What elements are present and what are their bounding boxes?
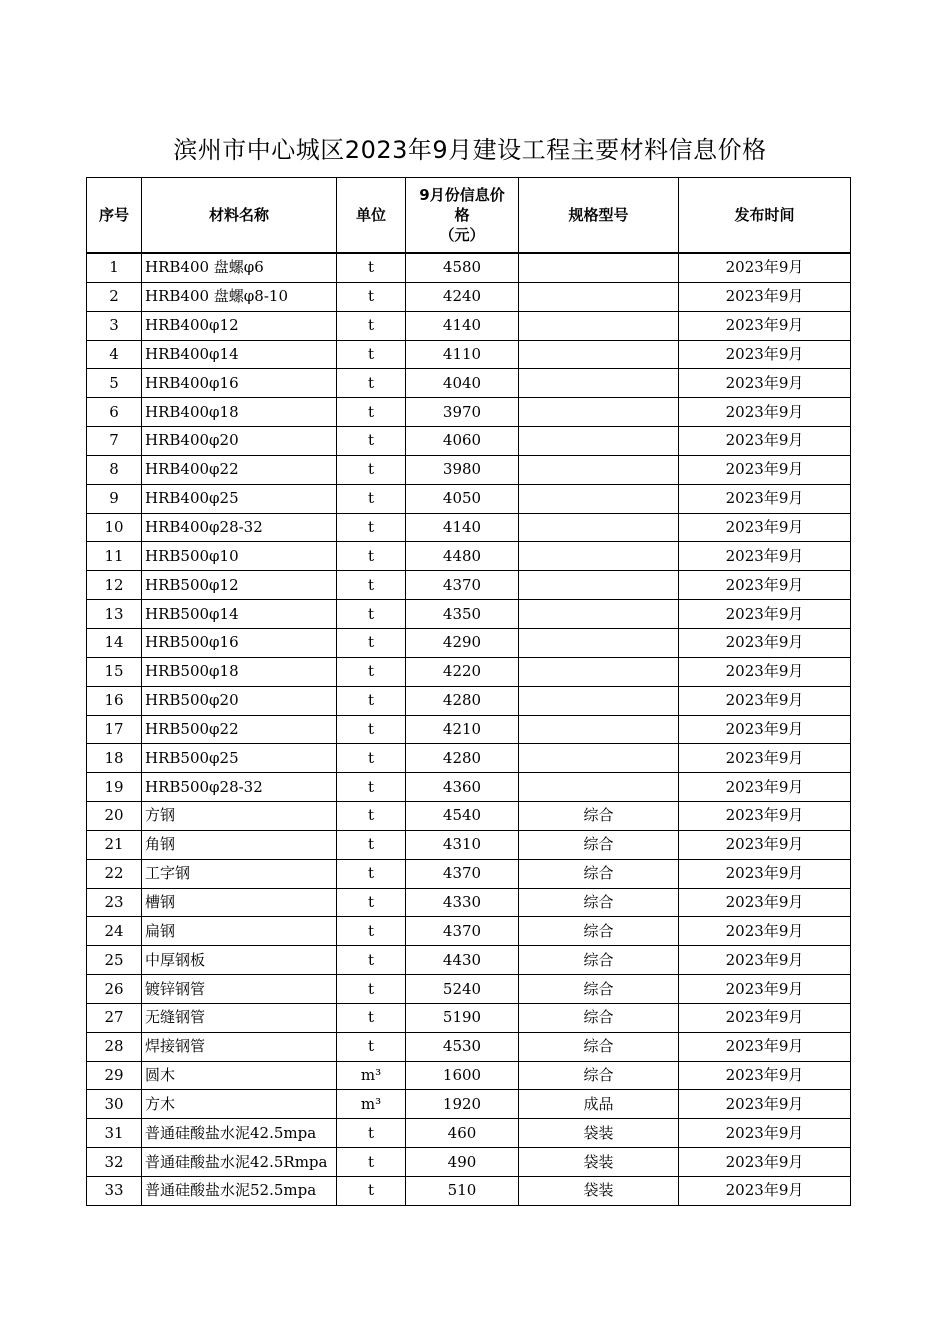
cell-unit: t [337, 859, 406, 888]
cell-spec [519, 600, 679, 629]
cell-unit: t [337, 542, 406, 571]
cell-price: 4220 [406, 657, 519, 686]
cell-unit: t [337, 253, 406, 282]
cell-date: 2023年9月 [679, 542, 851, 571]
table-row [87, 398, 851, 427]
table-row [87, 975, 851, 1004]
cell-date: 2023年9月 [679, 628, 851, 657]
cell-spec [519, 542, 679, 571]
cell-material-name: 普通硅酸盐水泥52.5mpa [142, 1177, 337, 1206]
cell-date: 2023年9月 [679, 1061, 851, 1090]
cell-unit: t [337, 1148, 406, 1177]
price-table [86, 177, 851, 1206]
cell-spec: 综合 [519, 917, 679, 946]
cell-unit: t [337, 427, 406, 456]
cell-date: 2023年9月 [679, 282, 851, 311]
cell-date: 2023年9月 [679, 773, 851, 802]
cell-spec [519, 398, 679, 427]
cell-unit: t [337, 830, 406, 859]
table-body [87, 253, 851, 1205]
cell-no: 7 [87, 427, 142, 456]
cell-date: 2023年9月 [679, 1032, 851, 1061]
cell-spec: 综合 [519, 946, 679, 975]
cell-spec: 综合 [519, 975, 679, 1004]
cell-material-name: HRB500φ18 [142, 657, 337, 686]
cell-no: 31 [87, 1119, 142, 1148]
cell-no: 24 [87, 917, 142, 946]
cell-spec [519, 571, 679, 600]
cell-spec [519, 744, 679, 773]
table-row [87, 802, 851, 831]
cell-spec: 袋装 [519, 1177, 679, 1206]
cell-price: 1920 [406, 1090, 519, 1119]
cell-no: 27 [87, 1003, 142, 1032]
cell-material-name: HRB400φ14 [142, 340, 337, 369]
table-row [87, 600, 851, 629]
cell-spec [519, 369, 679, 398]
table-row [87, 1119, 851, 1148]
cell-material-name: HRB400φ25 [142, 484, 337, 513]
cell-spec [519, 628, 679, 657]
cell-price: 5240 [406, 975, 519, 1004]
cell-no: 33 [87, 1177, 142, 1206]
cell-material-name: HRB500φ14 [142, 600, 337, 629]
cell-no: 5 [87, 369, 142, 398]
table-row [87, 571, 851, 600]
cell-unit: t [337, 628, 406, 657]
cell-material-name: HRB400φ28-32 [142, 513, 337, 542]
cell-spec [519, 340, 679, 369]
table-row [87, 1032, 851, 1061]
cell-unit: t [337, 686, 406, 715]
cell-no: 14 [87, 628, 142, 657]
cell-unit: t [337, 369, 406, 398]
cell-material-name: HRB400φ18 [142, 398, 337, 427]
table-row [87, 657, 851, 686]
cell-no: 30 [87, 1090, 142, 1119]
table-row [87, 686, 851, 715]
table-row [87, 859, 851, 888]
cell-material-name: 工字钢 [142, 859, 337, 888]
cell-price: 4370 [406, 571, 519, 600]
cell-price: 4060 [406, 427, 519, 456]
cell-spec: 综合 [519, 888, 679, 917]
cell-no: 23 [87, 888, 142, 917]
cell-no: 9 [87, 484, 142, 513]
table-row [87, 253, 851, 282]
cell-price: 4540 [406, 802, 519, 831]
cell-unit: t [337, 600, 406, 629]
cell-spec [519, 253, 679, 282]
cell-no: 29 [87, 1061, 142, 1090]
cell-material-name: 焊接钢管 [142, 1032, 337, 1061]
table-row [87, 1148, 851, 1177]
cell-no: 1 [87, 253, 142, 282]
cell-spec [519, 773, 679, 802]
table-row [87, 282, 851, 311]
cell-no: 8 [87, 455, 142, 484]
cell-price: 4480 [406, 542, 519, 571]
page-title: 滨州市中心城区2023年9月建设工程主要材料信息价格 [173, 136, 767, 164]
cell-material-name: 方木 [142, 1090, 337, 1119]
table-row [87, 340, 851, 369]
cell-material-name: HRB400φ20 [142, 427, 337, 456]
cell-spec: 成品 [519, 1090, 679, 1119]
cell-price: 4140 [406, 311, 519, 340]
cell-unit: t [337, 455, 406, 484]
cell-no: 10 [87, 513, 142, 542]
cell-material-name: HRB400 盘螺φ8-10 [142, 282, 337, 311]
table-row [87, 311, 851, 340]
header-price-line1: 9月份信息价 [419, 186, 505, 204]
cell-price: 4040 [406, 369, 519, 398]
cell-price: 4430 [406, 946, 519, 975]
cell-date: 2023年9月 [679, 975, 851, 1004]
cell-price: 3980 [406, 455, 519, 484]
cell-no: 16 [87, 686, 142, 715]
cell-no: 13 [87, 600, 142, 629]
cell-material-name: HRB400φ16 [142, 369, 337, 398]
cell-unit: t [337, 946, 406, 975]
cell-material-name: HRB400 盘螺φ6 [142, 253, 337, 282]
cell-spec [519, 311, 679, 340]
cell-price: 4290 [406, 628, 519, 657]
cell-date: 2023年9月 [679, 1119, 851, 1148]
cell-unit: m³ [337, 1090, 406, 1119]
cell-date: 2023年9月 [679, 686, 851, 715]
table-row [87, 1177, 851, 1206]
cell-spec [519, 455, 679, 484]
cell-spec [519, 686, 679, 715]
cell-spec: 袋装 [519, 1119, 679, 1148]
cell-date: 2023年9月 [679, 1003, 851, 1032]
cell-spec: 综合 [519, 1003, 679, 1032]
cell-no: 4 [87, 340, 142, 369]
cell-date: 2023年9月 [679, 427, 851, 456]
cell-date: 2023年9月 [679, 398, 851, 427]
cell-date: 2023年9月 [679, 917, 851, 946]
cell-date: 2023年9月 [679, 600, 851, 629]
table-row [87, 715, 851, 744]
table-row [87, 369, 851, 398]
cell-price: 4360 [406, 773, 519, 802]
cell-unit: t [337, 311, 406, 340]
cell-price: 4330 [406, 888, 519, 917]
cell-unit: t [337, 1119, 406, 1148]
table-row [87, 542, 851, 571]
cell-material-name: HRB500φ16 [142, 628, 337, 657]
cell-material-name: 角钢 [142, 830, 337, 859]
cell-spec [519, 427, 679, 456]
header-price-line2: 格 [454, 206, 470, 224]
cell-price: 4370 [406, 917, 519, 946]
cell-unit: t [337, 398, 406, 427]
cell-no: 25 [87, 946, 142, 975]
cell-no: 18 [87, 744, 142, 773]
header-price [406, 178, 519, 254]
cell-material-name: 普通硅酸盐水泥42.5mpa [142, 1119, 337, 1148]
cell-unit: t [337, 773, 406, 802]
cell-price: 4280 [406, 686, 519, 715]
header-name: 材料名称 [142, 178, 337, 254]
table-row [87, 513, 851, 542]
cell-no: 21 [87, 830, 142, 859]
cell-unit: t [337, 802, 406, 831]
cell-material-name: 扁钢 [142, 917, 337, 946]
cell-material-name: HRB500φ10 [142, 542, 337, 571]
cell-no: 17 [87, 715, 142, 744]
cell-price: 4140 [406, 513, 519, 542]
cell-no: 3 [87, 311, 142, 340]
cell-unit: t [337, 917, 406, 946]
cell-price: 4350 [406, 600, 519, 629]
cell-spec [519, 657, 679, 686]
cell-date: 2023年9月 [679, 253, 851, 282]
cell-price: 490 [406, 1148, 519, 1177]
cell-unit: t [337, 975, 406, 1004]
cell-unit: t [337, 1177, 406, 1206]
table-row [87, 1003, 851, 1032]
cell-unit: t [337, 484, 406, 513]
cell-unit: t [337, 744, 406, 773]
cell-date: 2023年9月 [679, 571, 851, 600]
cell-no: 26 [87, 975, 142, 1004]
cell-material-name: 无缝钢管 [142, 1003, 337, 1032]
cell-spec: 综合 [519, 1061, 679, 1090]
cell-date: 2023年9月 [679, 744, 851, 773]
cell-spec [519, 715, 679, 744]
cell-no: 2 [87, 282, 142, 311]
cell-spec: 综合 [519, 859, 679, 888]
cell-date: 2023年9月 [679, 715, 851, 744]
cell-date: 2023年9月 [679, 830, 851, 859]
cell-unit: t [337, 657, 406, 686]
cell-material-name: HRB400φ22 [142, 455, 337, 484]
cell-price: 510 [406, 1177, 519, 1206]
cell-price: 3970 [406, 398, 519, 427]
cell-unit: t [337, 571, 406, 600]
cell-date: 2023年9月 [679, 657, 851, 686]
cell-no: 15 [87, 657, 142, 686]
cell-no: 19 [87, 773, 142, 802]
cell-date: 2023年9月 [679, 802, 851, 831]
table-row [87, 773, 851, 802]
cell-date: 2023年9月 [679, 1148, 851, 1177]
cell-price: 4580 [406, 253, 519, 282]
cell-date: 2023年9月 [679, 513, 851, 542]
cell-material-name: 圆木 [142, 1061, 337, 1090]
table-row [87, 946, 851, 975]
cell-price: 5190 [406, 1003, 519, 1032]
cell-price: 4370 [406, 859, 519, 888]
header-unit: 单位 [337, 178, 406, 254]
cell-unit: t [337, 715, 406, 744]
cell-material-name: HRB500φ28-32 [142, 773, 337, 802]
header-row [87, 178, 851, 254]
cell-date: 2023年9月 [679, 484, 851, 513]
cell-material-name: 方钢 [142, 802, 337, 831]
table-row [87, 917, 851, 946]
cell-unit: m³ [337, 1061, 406, 1090]
cell-unit: t [337, 340, 406, 369]
cell-material-name: 槽钢 [142, 888, 337, 917]
cell-date: 2023年9月 [679, 888, 851, 917]
cell-price: 460 [406, 1119, 519, 1148]
cell-date: 2023年9月 [679, 340, 851, 369]
cell-no: 32 [87, 1148, 142, 1177]
cell-unit: t [337, 1032, 406, 1061]
cell-unit: t [337, 282, 406, 311]
cell-unit: t [337, 1003, 406, 1032]
cell-no: 6 [87, 398, 142, 427]
cell-date: 2023年9月 [679, 369, 851, 398]
cell-unit: t [337, 513, 406, 542]
table-row [87, 888, 851, 917]
cell-price: 4280 [406, 744, 519, 773]
cell-material-name: HRB400φ12 [142, 311, 337, 340]
header-no: 序号 [87, 178, 142, 254]
cell-material-name: 中厚钢板 [142, 946, 337, 975]
cell-material-name: 镀锌钢管 [142, 975, 337, 1004]
cell-price: 4530 [406, 1032, 519, 1061]
cell-material-name: HRB500φ20 [142, 686, 337, 715]
cell-material-name: HRB500φ22 [142, 715, 337, 744]
table-row [87, 484, 851, 513]
cell-no: 20 [87, 802, 142, 831]
cell-no: 12 [87, 571, 142, 600]
cell-date: 2023年9月 [679, 1177, 851, 1206]
cell-spec: 综合 [519, 1032, 679, 1061]
table-row [87, 830, 851, 859]
table-row [87, 628, 851, 657]
cell-date: 2023年9月 [679, 946, 851, 975]
cell-date: 2023年9月 [679, 859, 851, 888]
cell-no: 11 [87, 542, 142, 571]
cell-price: 1600 [406, 1061, 519, 1090]
header-price-line3: （元） [439, 226, 485, 244]
table-row [87, 1090, 851, 1119]
cell-price: 4110 [406, 340, 519, 369]
cell-no: 28 [87, 1032, 142, 1061]
cell-date: 2023年9月 [679, 455, 851, 484]
header-date: 发布时间 [679, 178, 851, 254]
cell-date: 2023年9月 [679, 311, 851, 340]
cell-spec: 袋装 [519, 1148, 679, 1177]
cell-price: 4050 [406, 484, 519, 513]
cell-no: 22 [87, 859, 142, 888]
cell-price: 4310 [406, 830, 519, 859]
cell-spec [519, 282, 679, 311]
table-row [87, 455, 851, 484]
cell-spec [519, 513, 679, 542]
cell-spec [519, 484, 679, 513]
header-spec: 规格型号 [519, 178, 679, 254]
table-row [87, 427, 851, 456]
cell-material-name: 普通硅酸盐水泥42.5Rmpa [142, 1148, 337, 1177]
cell-price: 4240 [406, 282, 519, 311]
cell-spec: 综合 [519, 830, 679, 859]
cell-date: 2023年9月 [679, 1090, 851, 1119]
cell-spec: 综合 [519, 802, 679, 831]
cell-material-name: HRB500φ25 [142, 744, 337, 773]
table-row [87, 1061, 851, 1090]
cell-material-name: HRB500φ12 [142, 571, 337, 600]
cell-unit: t [337, 888, 406, 917]
cell-price: 4210 [406, 715, 519, 744]
table-row [87, 744, 851, 773]
